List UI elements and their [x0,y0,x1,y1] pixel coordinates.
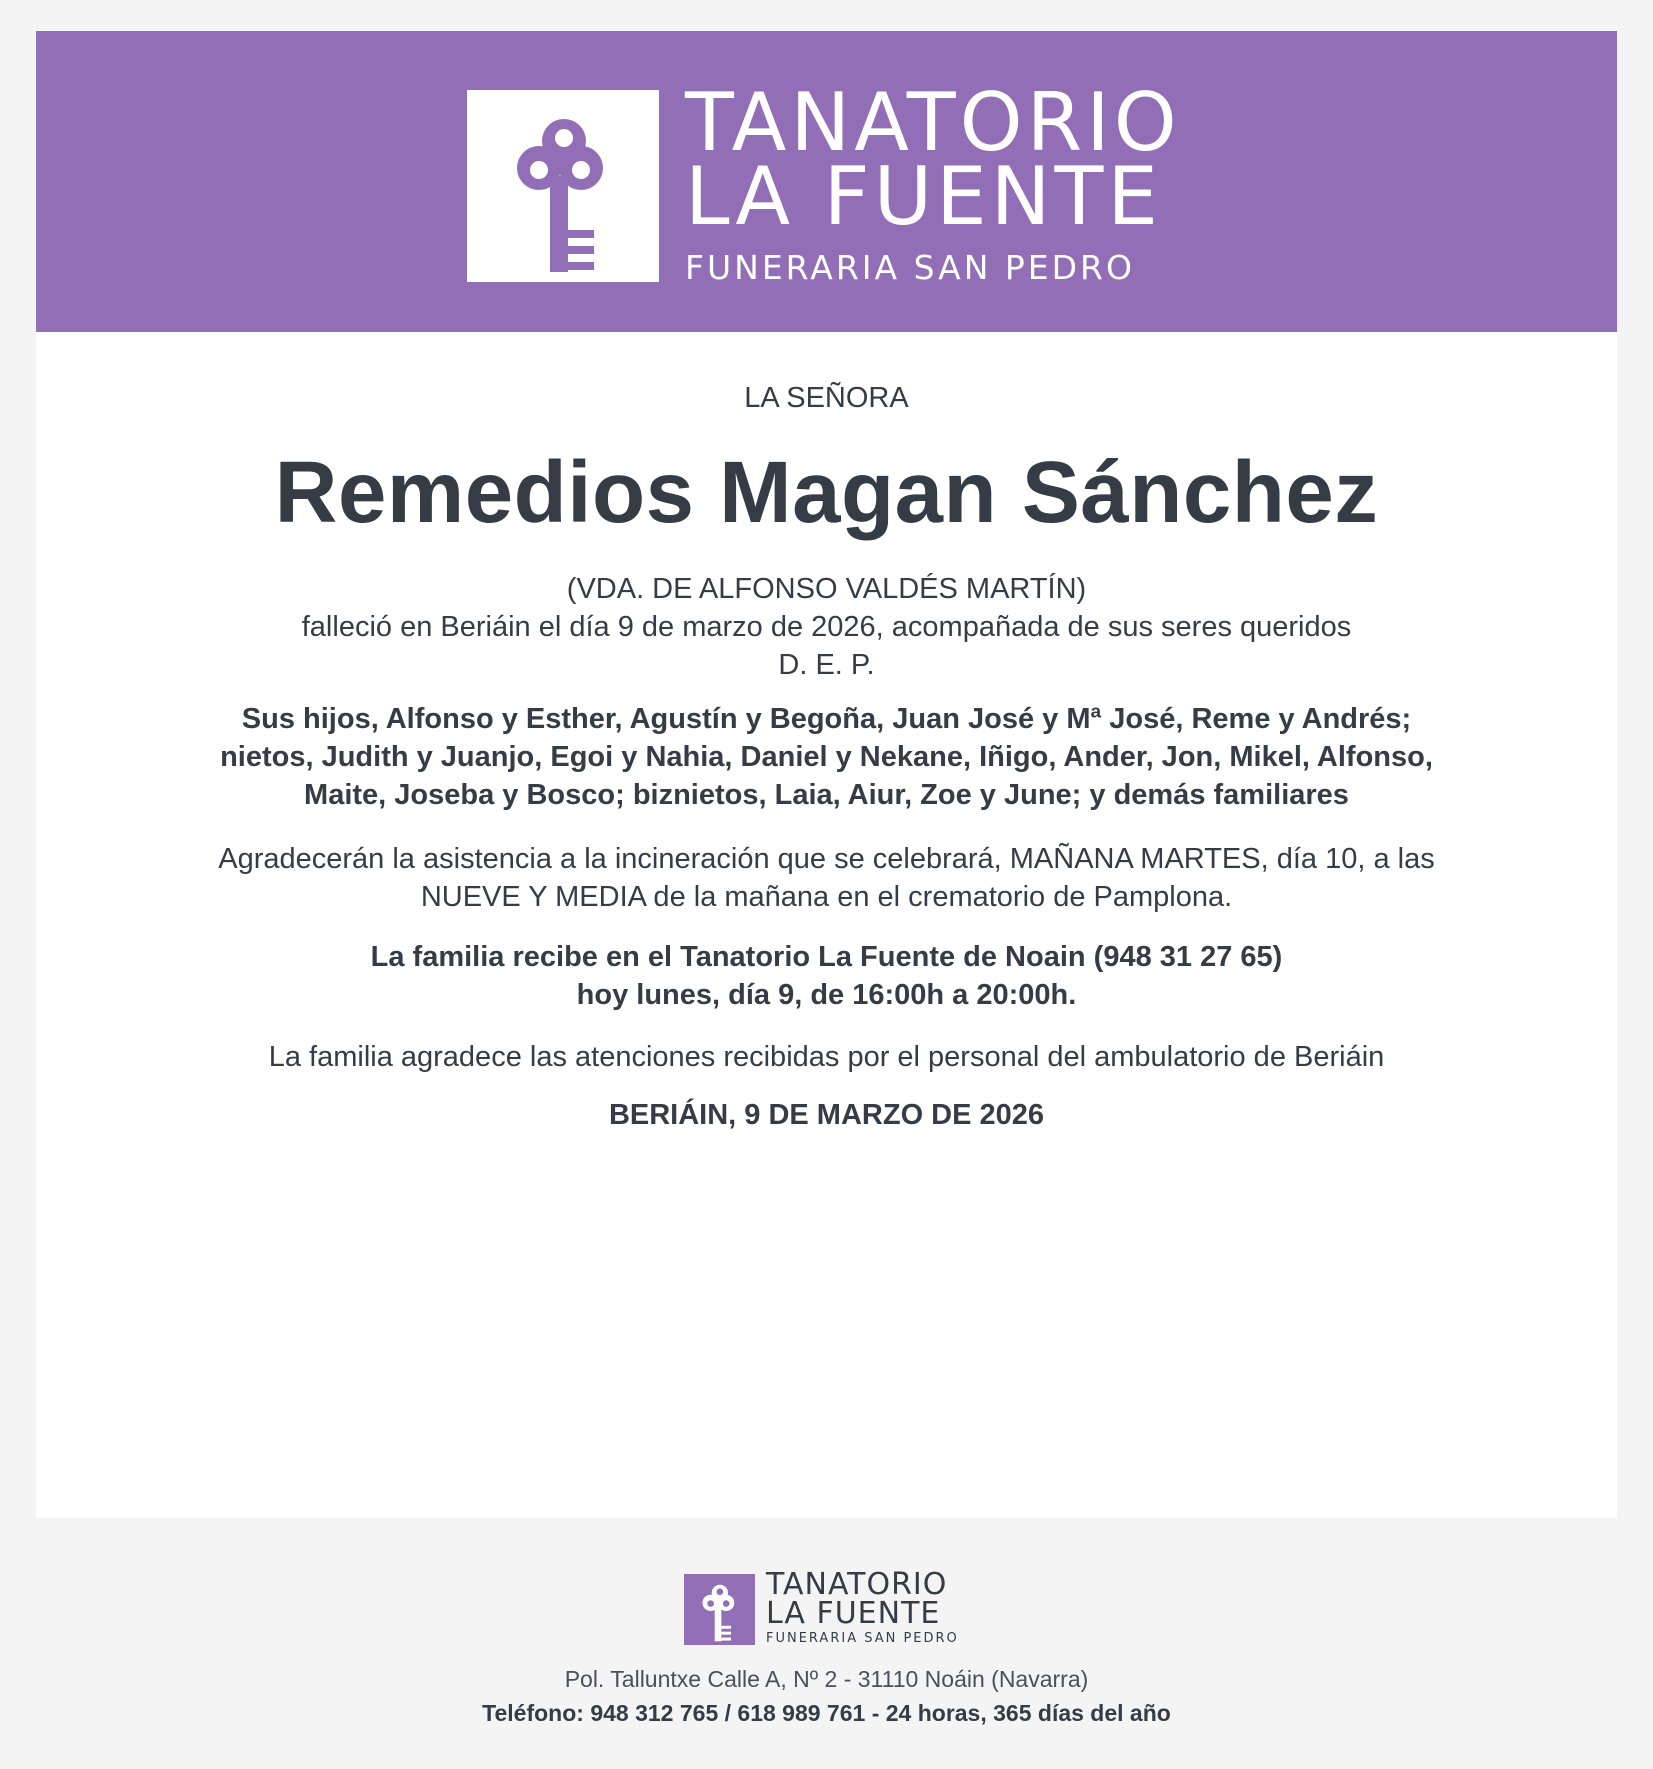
family-list [96,700,1557,814]
footer-brand-line-1: TANATORIO [766,1567,948,1602]
deceased-name: Remedios Magan Sánchez [274,444,1379,541]
widow-line: (VDA. DE ALFONSO VALDÉS MARTÍN) [566,573,1087,605]
logo-box [467,90,659,282]
brand-line-2: LA FUENTE [685,150,1162,243]
place-date: BERIÁIN, 9 DE MARZO DE 2026 [608,1099,1045,1131]
reception-line: La familia recibe en el Tanatorio La Fuente de Noain (948 31 27 65) [370,941,1283,973]
family-line: nietos, Judith y Juanjo, Egoi y Nahia, Daniel y Nekane, Iñigo, Ander, Jon, Mikel, Alfonso, [220,741,1433,773]
key-icon [467,90,659,282]
ceremony-line: NUEVE Y MEDIA de la mañana en el crematorio de Pamplona. [420,881,1233,913]
brand-line-3: FUNERARIA SAN PEDRO [685,248,1135,287]
key-icon [684,1574,755,1645]
family-line: Sus hijos, Alfonso y Esther, Agustín y Begoña, Juan José y Mª José, Reme y Andrés; [241,703,1412,735]
footer-logo-box [684,1574,755,1645]
pretitle: LA SEÑORA [744,382,909,414]
reception-line: hoy lunes, día 9, de 16:00h a 20:00h. [576,979,1077,1011]
thanks-line: La familia agradece las atenciones recibidas por el personal del ambulatorio de Beriáin [268,1041,1385,1073]
notice-card [36,332,1617,1518]
death-line: falleció en Beriáin el día 9 de marzo de 2026, acompañada de sus seres queridos [301,611,1352,643]
death-info [36,570,1617,684]
rip-line: D. E. P. [778,649,875,681]
footer-phones: Teléfono: 948 312 765 / 618 989 761 - 24 horas, 365 días del año [482,1700,1171,1726]
footer-brand-line-3: FUNERARIA SAN PEDRO [766,1631,959,1646]
footer-brand [766,1567,959,1647]
ceremony-info [96,840,1557,916]
reception-info [36,938,1617,1014]
brand-line-1: TANATORIO [685,76,1181,169]
footer-address: Pol. Talluntxe Calle A, Nº 2 - 31110 Noáin (Navarra) [564,1666,1089,1692]
ceremony-line: Agradecerán la asistencia a la incineración que se celebrará, MAÑANA MARTES, día 10, a las [218,843,1435,875]
footer-brand-line-2: LA FUENTE [766,1596,941,1631]
header-brand [685,76,1181,288]
family-line: Maite, Joseba y Bosco; biznietos, Laia, Aiur, Zoe y June; y demás familiares [304,779,1349,811]
